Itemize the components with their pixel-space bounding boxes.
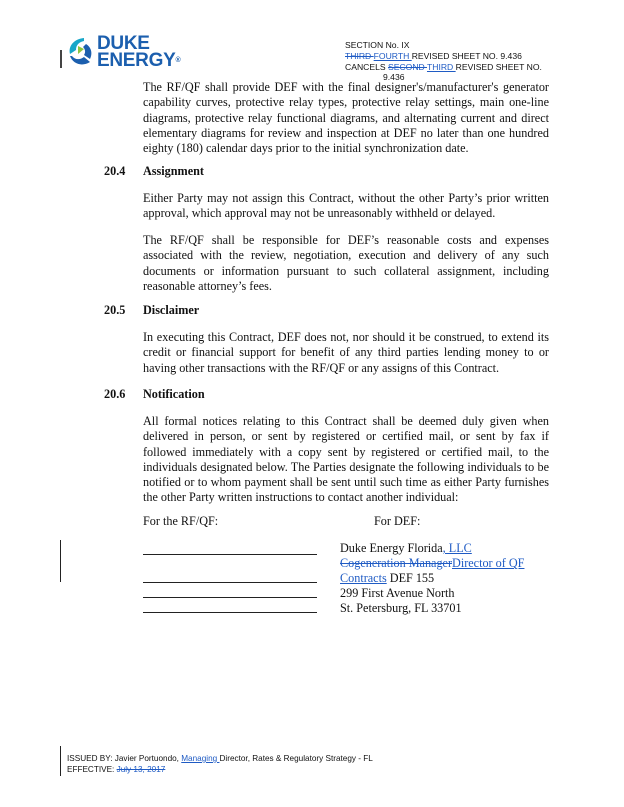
def-title-line-2 [340,571,434,586]
def-company-name: Duke Energy Florida, LLC [340,541,472,555]
def-title-inserted-2: Contracts [340,571,387,585]
logo-divider [60,50,62,68]
cancels-sheet-number: 9.436 [383,72,405,82]
assignment-paragraph-2: The RF/QF shall be responsible for DEF’s reasonable costs and expenses associated with the review, negotiation, execution and delivery of any such documents or information pursuant to such collateral assignment, including reasonable attorney’s fees. [143,233,549,293]
effective-date-deleted: July 13, 2017 [116,765,166,774]
section-number-20-4: 20.4 [104,164,126,178]
registered-mark: ® [175,57,181,64]
issued-by: ISSUED BY: Javier Portuondo, Managing Director, Rates & Regulatory Strategy - FL [67,754,373,763]
rfqf-signature-line-1 [143,554,317,555]
sheet-deleted: THIRD [345,51,374,61]
rfqf-signature-line-4 [143,612,317,613]
def-street-address: 299 First Avenue North [340,586,455,600]
rfqf-signature-line-2 [143,582,317,583]
assignment-paragraph-1: Either Party may not assign this Contract, without the other Party’s prior written approval, which approval may not be unreasonably withheld or delayed. [143,191,549,221]
def-city-state-zip: St. Petersburg, FL 33701 [340,601,462,615]
cancels-inserted: THIRD [426,62,456,72]
logo-line-2: ENERGY® [97,50,181,71]
logo-line-1: DUKE [97,33,150,54]
disclaimer-paragraph: In executing this Contract, DEF does not, nor should it be construed, to extend its credit or financial support for benefit of any third parties lending money to or having other transactions with the RF/QF or any assigns of this Contract. [143,330,549,375]
sheet-number: THIRD FOURTH REVISED SHEET NO. 9.436 [345,51,522,61]
cancels-line: CANCELS SECOND THIRD REVISED SHEET NO. [345,62,542,72]
sheet-inserted: FOURTH [373,51,412,61]
revision-change-bar [60,540,61,582]
footer-change-bar [60,746,61,776]
notification-paragraph: All formal notices relating to this Contract shall be deemed duly given when delivered in person, or sent by registered or certified mail, or sent by fax if followed immediately with a copy sent by registered or certified mail, to the individuals designated below. The Parties designate the following individuals to be notified or to whom payment shall be sent until such time as either Party furnishes the other Party written instructions to contact another individual: [143,414,549,505]
def-title-line-1 [340,556,524,571]
def-name-inserted: , LLC [442,541,472,555]
section-title-disclaimer: Disclaimer [143,303,200,317]
def-mail-code: DEF 155 [386,571,435,585]
intro-paragraph: The RF/QF shall provide DEF with the final designer's/manufacturer's generator capability curves, protective relay types, protective relay settings, main one-line diagrams, protective relay functional diagrams, and alternating current and direct elementary diagrams for review and inspection at DEF no later than one hundred eighty (180) calendar days prior to the initial synchronization date. [143,80,549,156]
section-title-notification: Notification [143,387,205,401]
section-number-20-6: 20.6 [104,387,126,401]
duke-energy-logo-icon [64,36,98,68]
effective-date: EFFECTIVE: July 13, 2017 [67,765,166,774]
def-title-inserted-1: Director of QF [452,556,525,570]
rfqf-signature-line-3 [143,597,317,598]
def-title-deleted: Cogeneration Manager [340,556,453,570]
logo-wordmark [97,35,180,69]
def-label: For DEF: [374,514,421,528]
cancels-deleted: SECOND [387,62,427,72]
rfqf-label: For the RF/QF: [143,514,219,528]
section-number-20-5: 20.5 [104,303,126,317]
issued-inserted: Managing [181,754,220,763]
section-number: SECTION No. IX [345,40,410,50]
section-title-assignment: Assignment [143,164,204,178]
